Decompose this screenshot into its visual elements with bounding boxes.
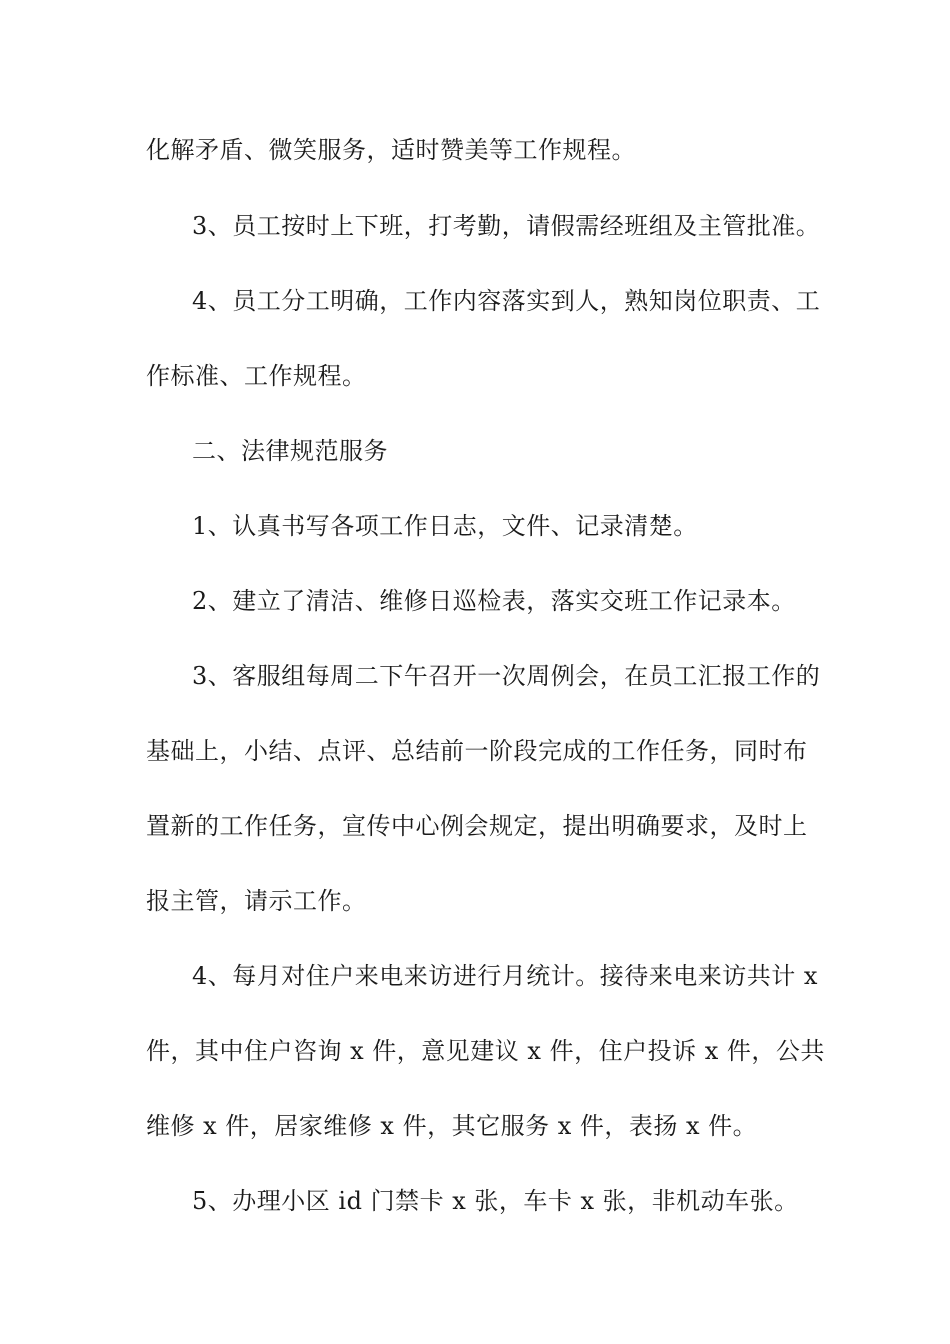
paragraph-line: 2、建立了清洁、维修日巡检表，落实交班工作记录本。	[192, 587, 796, 615]
paragraph-line: 作标准、工作规程。	[146, 362, 367, 390]
section-heading: 二、法律规范服务	[192, 437, 388, 465]
paragraph-line: 5、办理小区 id 门禁卡 x 张，车卡 x 张，非机动车张。	[192, 1187, 799, 1215]
paragraph-line: 4、每月对住户来电来访进行月统计。接待来电来访共计 x	[192, 962, 818, 990]
paragraph-line: 件，其中住户咨询 x 件，意见建议 x 件，住户投诉 x 件，公共	[146, 1037, 825, 1065]
paragraph-line: 报主管，请示工作。	[146, 887, 367, 915]
paragraph-line: 1、认真书写各项工作日志，文件、记录清楚。	[192, 512, 698, 540]
paragraph-line: 4、员工分工明确，工作内容落实到人，熟知岗位职责、工	[192, 287, 821, 315]
paragraph-line: 基础上，小结、点评、总结前一阶段完成的工作任务，同时布	[146, 737, 808, 765]
paragraph-line: 3、员工按时上下班，打考勤，请假需经班组及主管批准。	[192, 212, 821, 240]
paragraph-line: 化解矛盾、微笑服务，适时赞美等工作规程。	[146, 136, 636, 164]
paragraph-line: 置新的工作任务，宣传中心例会规定，提出明确要求，及时上	[146, 812, 808, 840]
paragraph-line: 3、客服组每周二下午召开一次周例会，在员工汇报工作的	[192, 662, 821, 690]
paragraph-line: 维修 x 件，居家维修 x 件，其它服务 x 件，表扬 x 件。	[146, 1112, 758, 1140]
